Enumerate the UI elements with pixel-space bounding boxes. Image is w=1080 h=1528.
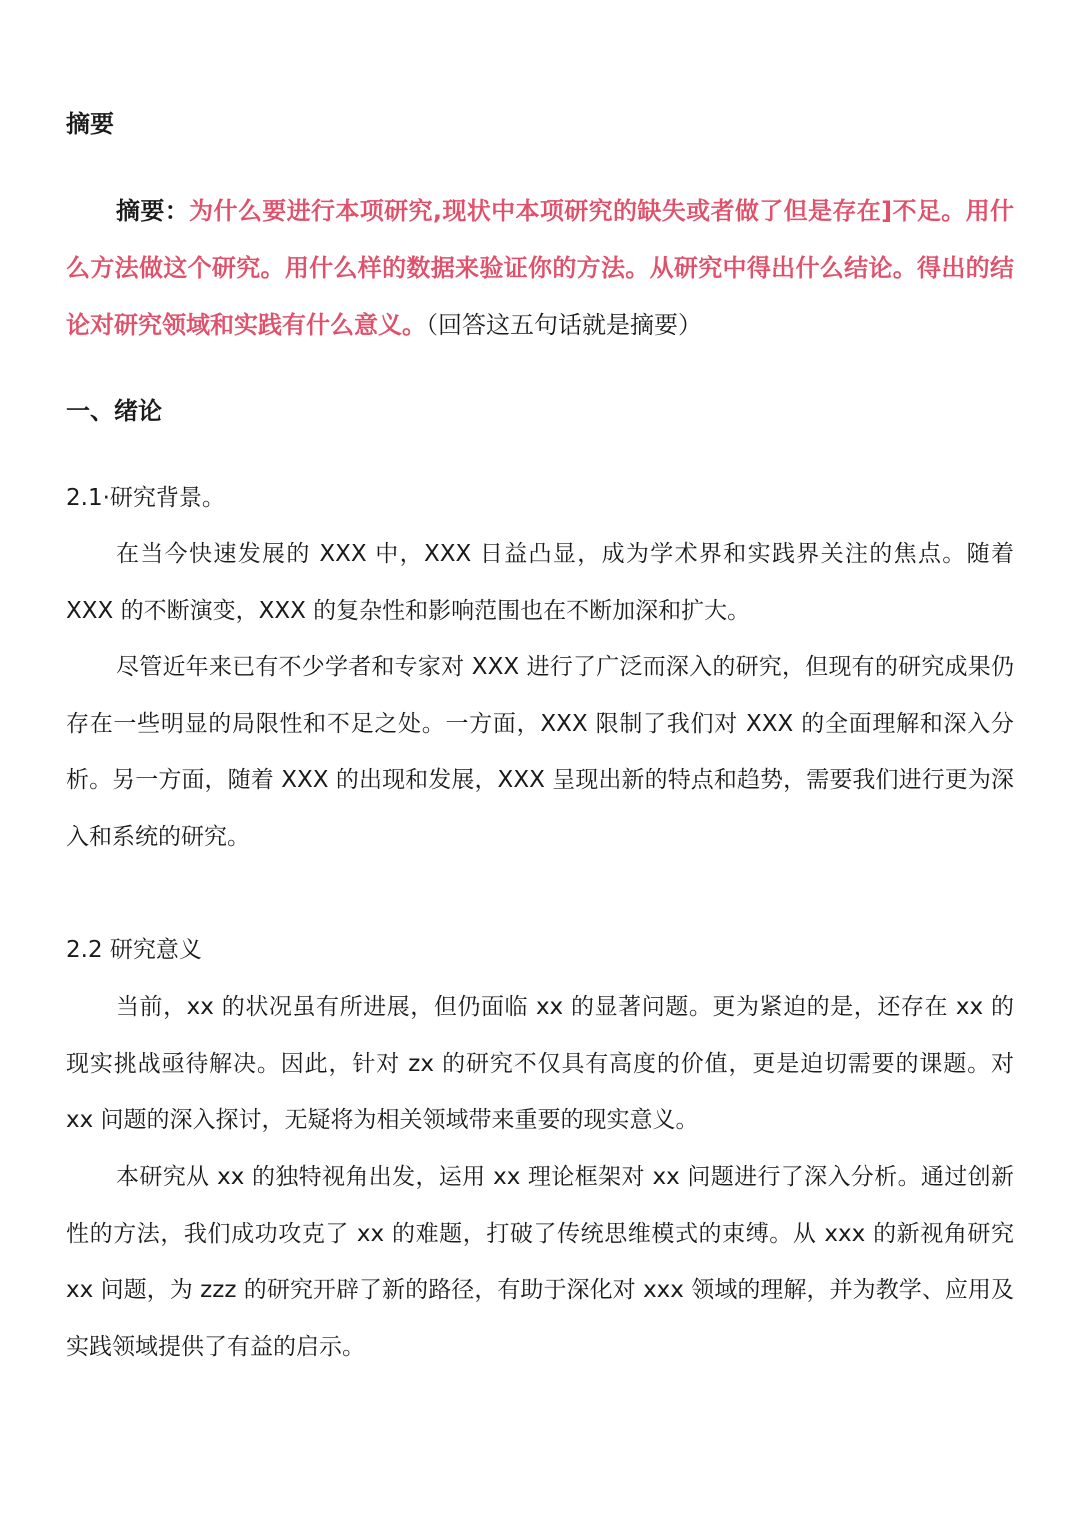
section-heading-introduction: 一、绪论 (66, 397, 162, 425)
abstract-paragraph (66, 183, 1014, 354)
section-heading-background: 2.1·研究背景。 (66, 485, 225, 511)
abstract-label: 摘要： (116, 197, 190, 225)
section-heading-significance: 2.2 研究意义 (66, 937, 202, 963)
significance-paragraph-2: 本研究从 xx 的独特视角出发，运用 xx 理论框架对 xx 问题进行了深入分析。通过创新性的方法，我们成功攻克了 xx 的难题，打破了传统思维模式的束缚。从 xxx 的新视角研究 xx 问题，为 zzz 的研究开辟了新的路径，有助于深化对 xxx 领域的理解，并为教学、应用及实践领域提供了有益的启示。 (66, 1164, 1014, 1360)
significance-paragraph-1: 当前，xx 的状况虽有所进展，但仍面临 xx 的显著问题。更为紧迫的是，还存在 xx 的现实挑战亟待解决。因此，针对 zx 的研究不仅具有高度的价值，更是迫切需要的课题。对 xx 问题的深入探讨，无疑将为相关领域带来重要的现实意义。 (66, 994, 1014, 1133)
background-paragraph-1: 在当今快速发展的 XXX 中，XXX 日益凸显，成为学术界和实践界关注的焦点。随着 XXX 的不断演变，XXX 的复杂性和影响范围也在不断加深和扩大。 (66, 541, 1014, 624)
background-paragraph-2: 尽管近年来已有不少学者和专家对 XXX 进行了广泛而深入的研究，但现有的研究成果仍存在一些明显的局限性和不足之处。一方面，XXX 限制了我们对 XXX 的全面理解和深入分析。另一方面，随着 XXX 的出现和发展，XXX 呈现出新的特点和趋势，需要我们进行更为深入和系统的研究。 (66, 654, 1014, 850)
page-title: 摘要 (66, 110, 114, 138)
abstract-note: （回答这五句话就是摘要） (426, 311, 702, 339)
abstract-highlighted-text: 为什么要进行本项研究,现状中本项研究的缺失或者做了但是存在]不足。用什么方法做这个研究。用什么样的数据来验证你的方法。从研究中得出什么结论。得出的结论对研究领域和实践有什么意义。 (66, 197, 1015, 339)
